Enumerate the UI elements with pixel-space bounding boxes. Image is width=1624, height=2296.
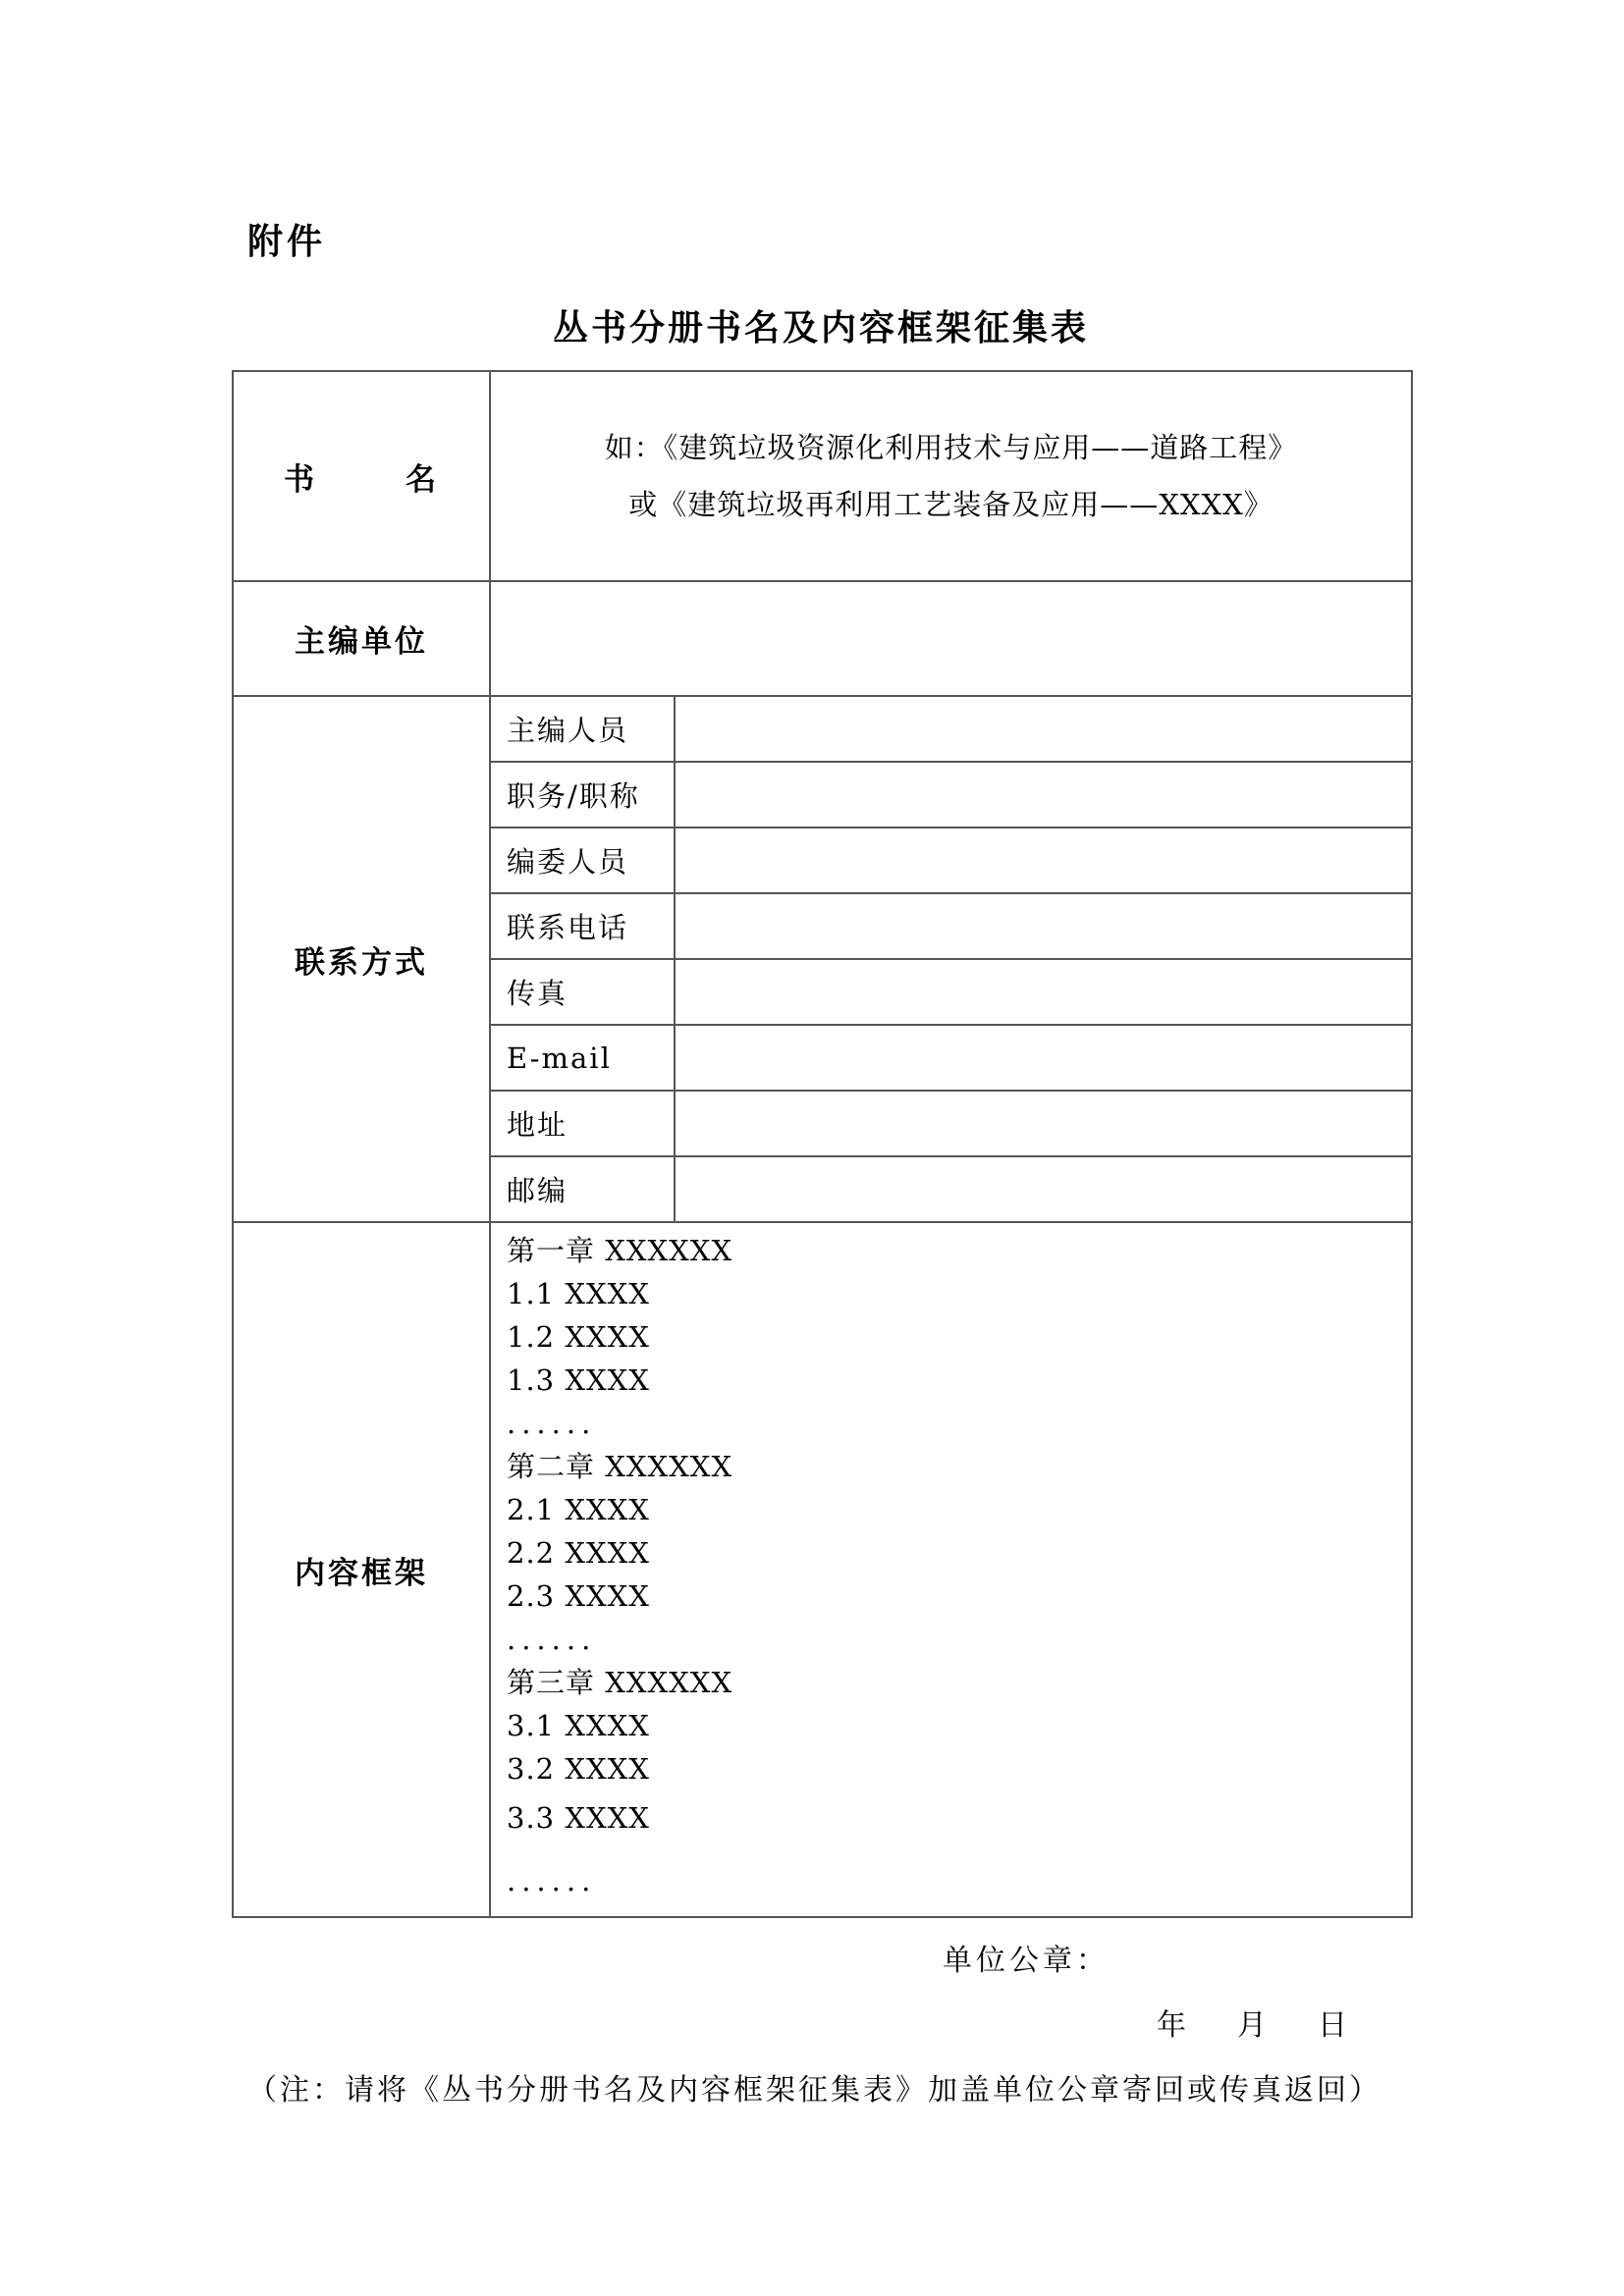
contact-row-editor: [233, 696, 1412, 762]
outline-line: ......: [507, 1407, 597, 1440]
contact-position-field[interactable]: [675, 762, 1412, 828]
contact-editor-field[interactable]: [675, 696, 1412, 762]
date-day-label: 日: [1318, 2008, 1347, 2043]
date-year-label: 年: [1157, 2008, 1186, 2043]
collection-form-table: [232, 370, 1413, 1918]
contact-email-field[interactable]: [675, 1025, 1412, 1091]
chief-unit-label: 主编单位: [233, 581, 490, 696]
contact-fax-label: 传真: [490, 959, 675, 1025]
outline-line: 第一章 XXXXXX: [507, 1234, 733, 1267]
outline-line: 3.2 XXXX: [507, 1752, 650, 1786]
outline-line: 第三章 XXXXXX: [507, 1666, 733, 1699]
contact-postcode-field[interactable]: [675, 1156, 1412, 1222]
contact-fax-field[interactable]: [675, 959, 1412, 1025]
outline-line: 第二章 XXXXXX: [507, 1450, 733, 1483]
outline-label: 内容框架: [233, 1222, 490, 1917]
outline-line: 2.1 XXXX: [507, 1493, 650, 1526]
seal-label: 单位公章：: [943, 1944, 1110, 1978]
book-name-example-line-1: 如：《建筑垃圾资源化利用技术与应用——道路工程》: [604, 431, 1298, 464]
contact-phone-field[interactable]: [675, 893, 1412, 959]
chief-unit-row: [233, 581, 1412, 696]
book-name-label: [233, 371, 490, 581]
contact-postcode-label: 邮编: [490, 1156, 675, 1222]
contact-editor-label: 主编人员: [490, 696, 675, 762]
outline-line: ......: [507, 1864, 597, 1897]
outline-line: ......: [507, 1623, 597, 1656]
contact-phone-label: 联系电话: [490, 893, 675, 959]
contact-address-label: 地址: [490, 1091, 675, 1156]
date-month-label: 月: [1237, 2008, 1267, 2043]
book-name-label-right: 名: [406, 461, 439, 498]
contact-committee-label: 编委人员: [490, 828, 675, 893]
book-name-row: [233, 371, 1412, 581]
outline-row: [233, 1222, 1412, 1917]
contact-address-field[interactable]: [675, 1091, 1412, 1156]
footnote: （注：请将《丛书分册书名及内容框架征集表》加盖单位公章寄回或传真返回）: [247, 2073, 1381, 2108]
date-line: [1157, 2001, 1347, 2044]
outline-line: 2.2 XXXX: [507, 1536, 650, 1570]
outline-line: 3.1 XXXX: [507, 1709, 650, 1742]
document-title: 丛书分册书名及内容框架征集表: [552, 308, 1089, 348]
outline-line: 1.2 XXXX: [507, 1320, 650, 1354]
outline-line: 1.1 XXXX: [507, 1277, 650, 1310]
outline-line: 1.3 XXXX: [507, 1363, 650, 1397]
book-name-field[interactable]: [490, 371, 1412, 581]
outline-field[interactable]: [490, 1222, 1412, 1917]
contact-email-label: E-mail: [490, 1025, 675, 1091]
attachment-label: 附件: [247, 222, 327, 262]
outline-line: 2.3 XXXX: [507, 1579, 650, 1613]
contact-label: 联系方式: [233, 696, 490, 1222]
book-name-label-left: 书: [284, 461, 317, 498]
contact-committee-field[interactable]: [675, 828, 1412, 893]
book-name-example-line-2: 或《建筑垃圾再利用工艺装备及应用——XXXX》: [628, 488, 1273, 521]
chief-unit-field[interactable]: [490, 581, 1412, 696]
outline-line: 3.3 XXXX: [507, 1801, 650, 1835]
contact-position-label: 职务/职称: [490, 762, 675, 828]
